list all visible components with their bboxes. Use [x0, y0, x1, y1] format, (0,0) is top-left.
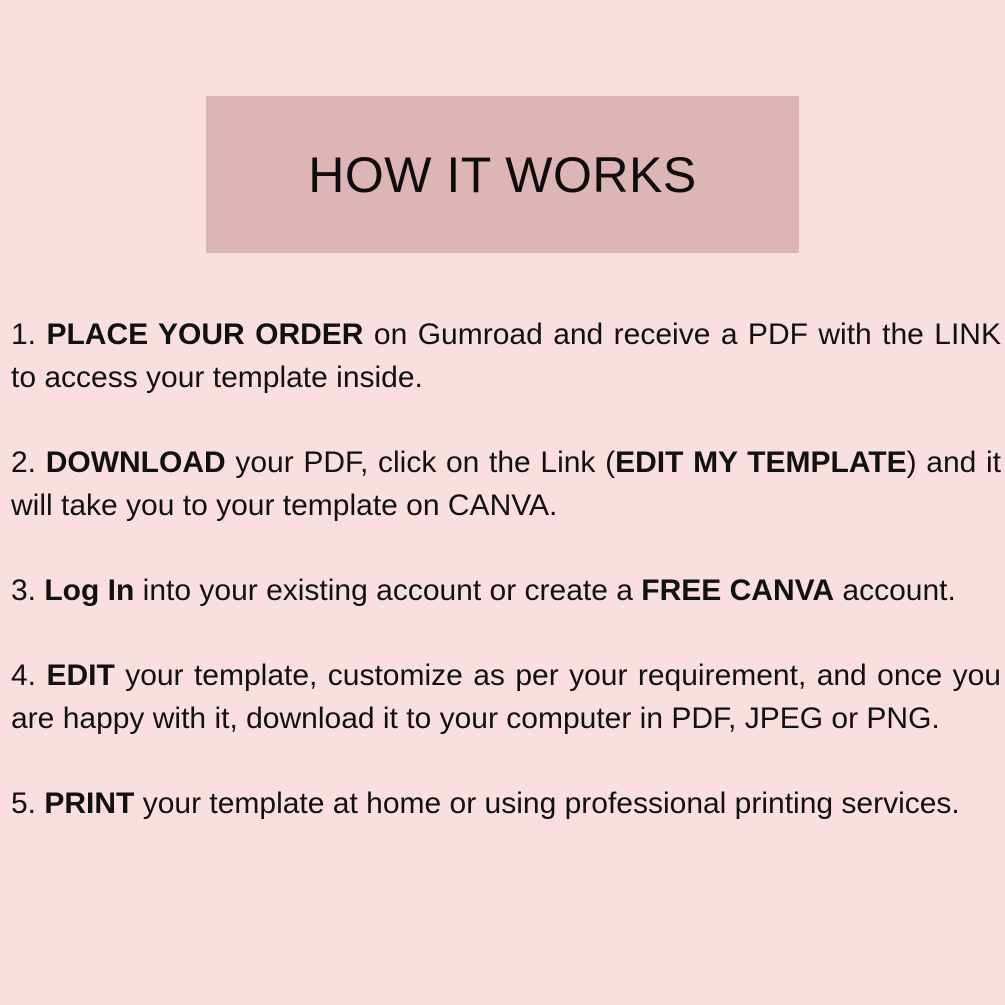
step-keyword-secondary: EDIT MY TEMPLATE — [615, 446, 907, 479]
step-number: 1. — [11, 318, 47, 351]
title-banner — [206, 96, 799, 253]
step-1 — [11, 313, 1001, 399]
step-text: your PDF, click on the Link ( — [225, 446, 616, 479]
step-3 — [11, 569, 1001, 612]
step-2 — [11, 441, 1001, 527]
step-text: your template, customize as per your requirement, and once you are happy with it, download it to your computer in PDF, JPEG or PNG. — [11, 659, 1001, 735]
step-number: 5. — [11, 787, 45, 820]
page-title: HOW IT WORKS — [308, 146, 697, 203]
steps-list — [11, 313, 1001, 867]
step-text: on Gumroad and receive a PDF with the LINK to access your template inside. — [11, 318, 1001, 394]
step-keyword: Log In — [44, 574, 135, 607]
step-keyword-secondary: FREE CANVA — [641, 574, 835, 607]
step-keyword: DOWNLOAD — [45, 446, 226, 479]
step-keyword: PRINT — [44, 787, 135, 820]
step-number: 4. — [11, 659, 47, 692]
step-5 — [11, 782, 1001, 825]
step-keyword: EDIT — [46, 659, 115, 692]
step-text-secondary: account. — [834, 574, 956, 607]
step-keyword: PLACE YOUR ORDER — [46, 318, 364, 351]
step-number: 2. — [11, 446, 46, 479]
step-4 — [11, 654, 1001, 740]
step-text: into your existing account or create a — [134, 574, 642, 607]
step-text-secondary: ) and it will take you to your template on CANVA. — [11, 446, 1001, 522]
step-text: your template at home or using professional printing services. — [134, 787, 960, 820]
step-number: 3. — [11, 574, 45, 607]
